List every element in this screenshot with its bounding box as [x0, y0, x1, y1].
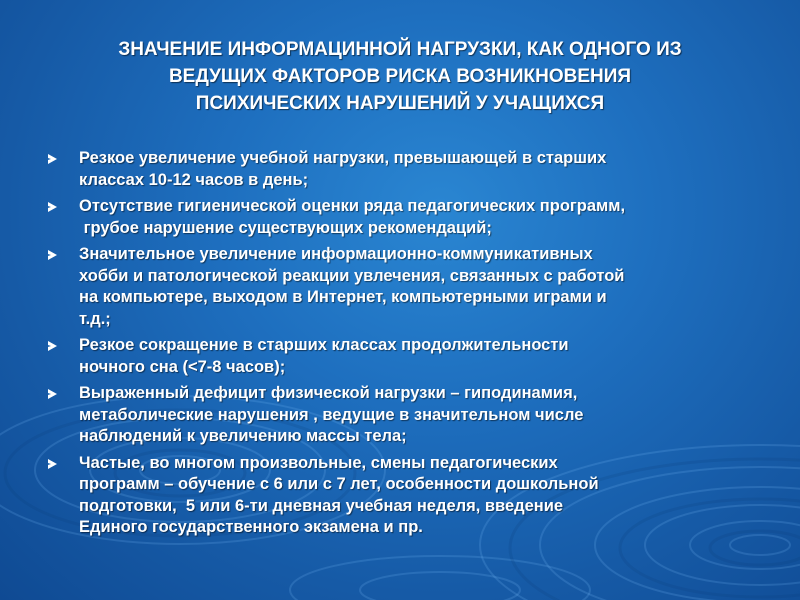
bullet-text-line: Единого государственного экзамена и пр.	[79, 518, 423, 536]
arrow-bullet-icon	[48, 250, 57, 260]
bullet-text-line: грубое нарушение существующих рекомендаций;	[79, 218, 492, 237]
bullet-item	[46, 196, 746, 239]
bullet-text-line: Отсутствие гигиенической оценки ряда педагогических программ,	[79, 197, 626, 215]
bullet-item	[46, 148, 746, 191]
bullet-item	[46, 383, 746, 448]
bullet-text-line: т.д.;	[79, 309, 111, 328]
bullet-text-line: хобби и патологической реакции увлечения, связанных с работой	[79, 266, 625, 285]
title-line: ЗНАЧЕНИЕ ИНФОРМАЦИННОЙ НАГРУЗКИ, КАК ОДНОГО ИЗ	[118, 39, 682, 60]
bullet-text-line: Резкое сокращение в старших классах продолжительности	[79, 336, 569, 354]
bullet-text-line: Значительное увеличение информационно-коммуникативных	[79, 245, 593, 263]
slide-title	[40, 36, 760, 117]
bullet-text-line: наблюдений к увеличению массы тела;	[79, 427, 407, 445]
bullet-text-line: на компьютере, выходом в Интернет, компьютерными играми и	[79, 288, 607, 306]
bullet-list	[46, 148, 746, 544]
arrow-bullet-icon	[48, 341, 57, 351]
bullet-text-line: Выраженный дефицит физической нагрузки – гиподинамия,	[79, 384, 578, 402]
arrow-bullet-icon	[48, 202, 57, 212]
bullet-text-line: ночного сна (<7-8 часов);	[79, 357, 286, 376]
arrow-bullet-icon	[48, 459, 57, 469]
title-line: ВЕДУЩИХ ФАКТОРОВ РИСКА ВОЗНИКНОВЕНИЯ	[168, 66, 632, 87]
bullet-item	[46, 453, 746, 539]
arrow-bullet-icon	[48, 154, 57, 164]
bullet-text-line: программ – обучение с 6 или с 7 лет, особенности дошкольной	[79, 475, 599, 493]
title-line: ПСИХИЧЕСКИХ НАРУШЕНИЙ У УЧАЩИХСЯ	[195, 93, 605, 114]
bullet-text-line: метаболические нарушения , ведущие в значительном числе	[79, 405, 584, 424]
bullet-text-line: подготовки, 5 или 6-ти дневная учебная неделя, введение	[79, 496, 564, 515]
bullet-text-line: классах 10-12 часов в день;	[79, 170, 309, 189]
arrow-bullet-icon	[48, 389, 57, 399]
bullet-item	[46, 335, 746, 378]
bullet-text-line: Частые, во многом произвольные, смены педагогических	[79, 453, 558, 472]
bullet-item	[46, 244, 746, 330]
bullet-text-line: Резкое увеличение учебной нагрузки, превышающей в старших	[79, 149, 607, 167]
